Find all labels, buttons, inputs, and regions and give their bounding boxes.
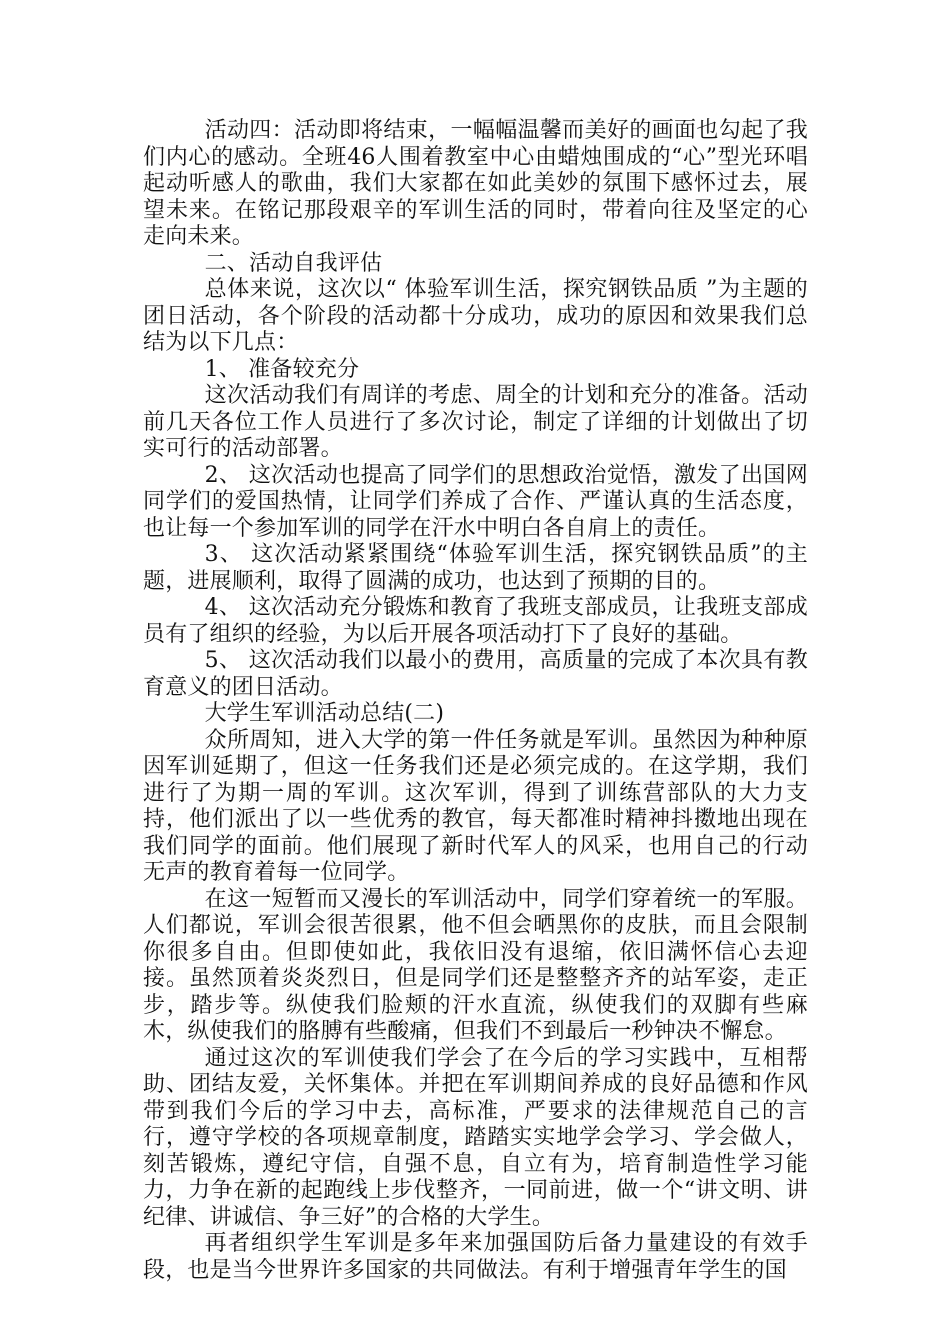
paragraph-military-training-intro: 众所周知，进入大学的第一件任务就是军训。虽然因为种种原因军训延期了，但这一任务我们还是必须完成的。在这学期，我们进行了为期一周的军训。这次军训，得到了训练营部队的大力支持，他们派出了以一些优秀的教官，每天都准时精神抖擞地出现在我们同学的面前。他们展现了新时代军人的风采，也用自己的行动无声的教育着每一位同学。	[143, 727, 808, 885]
list-item-5: 5、 这次活动我们以最小的费用，高质量的完成了本次具有教育意义的团日活动。	[143, 648, 808, 700]
list-item-heading-preparation: 1、 准备较充分	[204, 356, 360, 382]
paragraph-summary-intro: 总体来说，这次以“ 体验军训生活，探究钢铁品质 ”为主题的团日活动，各个阶段的活动都十分成功，成功的原因和效果我们总结为以下几点：	[143, 277, 808, 355]
section-heading-self-evaluation: 二、活动自我评估	[204, 250, 383, 276]
list-item-3: 3、 这次活动紧紧围绕“体验军训生活，探究钢铁品质”的主题，进展顺利，取得了圆满的成功，也达到了预期的目的。	[143, 542, 808, 594]
paragraph-preparation: 这次活动我们有周详的考虑、周全的计划和充分的准备。活动前几天各位工作人员进行了多次讨论，制定了详细的计划做出了切实可行的活动部署。	[143, 383, 808, 461]
list-item-2: 2、 这次活动也提高了同学们的思想政治觉悟，激发了出国网同学们的爱国热情，让同学们养成了合作、严谨认真的生活态度，也让每一个参加军训的同学在汗水中明白各自肩上的责任。	[143, 462, 808, 541]
document-page	[143, 118, 808, 1284]
list-item-4: 4、 这次活动充分锻炼和教育了我班支部成员，让我班支部成员有了组织的经验，为以后开展各项活动打下了良好的基础。	[143, 595, 808, 647]
paragraph-activity-four: 活动四：活动即将结束，一幅幅温馨而美好的画面也勾起了我们内心的感动。全班46人围着教室中心由蜡烛围成的“心”型光环唱起动听感人的歌曲，我们大家都在如此美妙的氛围下感怀过去，展望未来。在铭记那段艰辛的军训生活的同时，带着向往及坚定的心走向未来。	[143, 118, 808, 249]
paragraph-national-defense: 再者组织学生军训是多年来加强国防后备力量建设的有效手段，也是当今世界许多国家的共同做法。有利于增强青年学生的国	[143, 1231, 808, 1283]
paragraph-lessons-learned: 通过这次的军训使我们学会了在今后的学习实践中，互相帮助、团结友爱，关怀集体。并把在军训期间养成的良好品德和作风带到我们今后的学习中去，高标准，严要求的法律规范自己的言行，遵守学校的各项规章制度，踏踏实实地学会学习、学会做人，刻苦锻炼，遵纪守信，自强不息，自立有为，培育制造性学习能力，力争在新的起跑线上步伐整齐，一同前进，做一个“讲文明、讲纪律、讲诚信、争三好”的合格的大学生。	[143, 1045, 808, 1230]
paragraph-training-experience: 在这一短暂而又漫长的军训活动中，同学们穿着统一的军服。人们都说，军训会很苦很累，他不但会晒黑你的皮肤，而且会限制你很多自由。但即使如此，我依旧没有退缩，依旧满怀信心去迎接。虽然顶着炎炎烈日，但是同学们还是整整齐齐的站军姿，走正步，踏步等。纵使我们脸颊的汗水直流，纵使我们的双脚有些麻木，纵使我们的胳膊有些酸痛，但我们不到最后一秒钟决不懈怠。	[143, 886, 808, 1044]
section-title-summary-two: 大学生军训活动总结(二)	[204, 701, 445, 726]
